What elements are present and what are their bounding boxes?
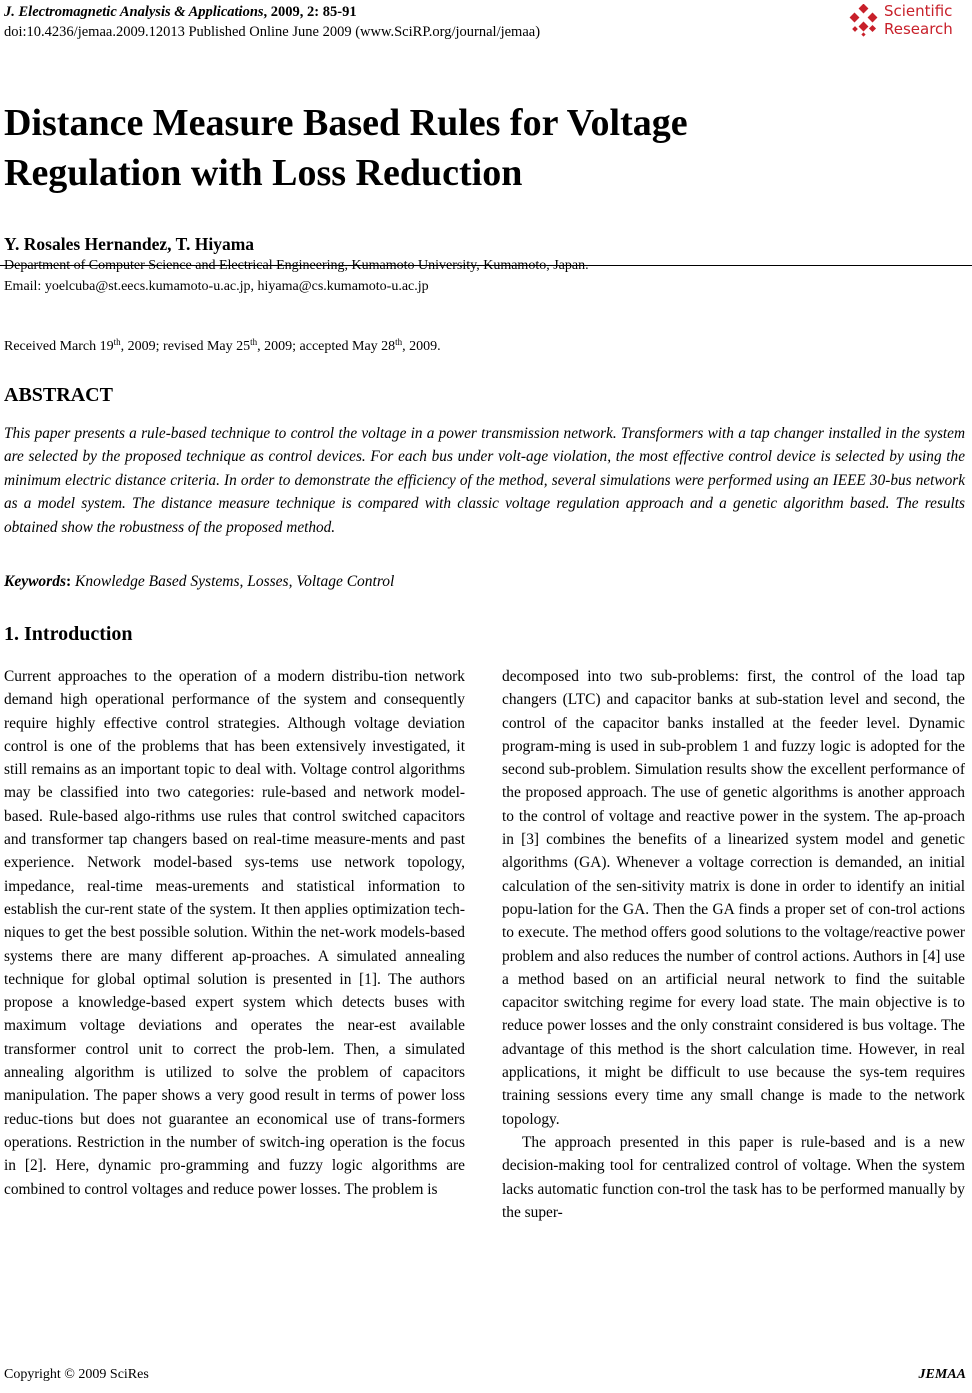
received-text: Received March 19 [4,339,114,354]
received-dates [4,339,441,355]
accepted-sup: th [395,337,403,347]
paragraph: decomposed into two sub-problems: first, the control of the load tap changers (LTC) and capacitor banks at sub-station level and second, the control of the capacitor banks installed at the feeder level. Dynamic program-ming is used in sub-problem 1 and fuzzy logic is adopted for the second sub-problem. Simulation results show the excellent performance of the proposed approach. The use of genetic algorithms is another approach to the control of voltage and reactive power in the system. The ap-proach in [3] combines the benefits of a linearized system model and genetic algorithms (GA). Whenever a voltage correction is demanded, an initial calculation of the sen-sitivity matrix is done in order to identify an initial popu-lation for the GA. Then the GA finds a proper set of con-trol actions to execute. The method offers good solutions to the voltage/reactive power problem and also reduces the number of control actions. Authors in [4] use a method based on an artificial neural network to find the suitable capacitor switching regime for every load state. The main objective is to reduce power losses and the only constraint considered is bus voltage. The advantage of this method is the short calculation time. However, in real applications, it might be difficult to use because the sys-tem requires training sessions every time any small change is made to the network topology. [502,668,965,1128]
year-text: , 2009. [402,339,441,354]
section-heading: 1. Introduction [4,623,133,645]
revised-sup: th [250,337,258,347]
journal-abbrev: JEMAA [918,1367,966,1382]
left-column [4,665,465,1201]
revised-text: , 2009; revised May 25 [120,339,251,354]
publisher-name-line2: Research [884,20,953,38]
affiliation-block [4,255,589,297]
paragraph: The approach presented in this paper is rule-based and is a new decision-making tool for centralized control of voltage. When the system lacks automatic function con-trol the task has to be performed manually by the super- [502,1133,965,1221]
publisher-logo [846,2,966,42]
keywords-label: Keywords [4,573,66,590]
copyright: Copyright © 2009 SciRes [4,1367,149,1382]
doi-line: doi:10.4236/jemaa.2009.12013 Published Online June 2009 (www.SciRP.org/journal/jemaa) [4,24,541,40]
title-line-2: Regulation with Loss Reduction [4,152,523,194]
paragraph: Current approaches to the operation of a modern distribu-tion network demand high operational performance of the system and consequently require highly effective control strategies. Although voltage deviation control is one of the problems that has been extensively investigated, it still remains as an important topic to deal with. Voltage control algorithms may be classified into two categories: rule-based and network model-based. Rule-based algo-rithms use rules that control switched capacitors and transformer tap changers based on real-time measure-ments and past experience. Network model-based sys-tems use network topology, impedance, real-time meas-urements and statistical information to establish the cur-rent state of the system. It then applies optimization tech-niques to get the best possible solution. Within the net-work models-based systems there are many different ap-proaches. A simulated annealing technique for global optimal solution is presented in [1]. The authors propose a knowledge-based expert system which detects buses with maximum voltage deviations and operates the near-est available transformer control unit to correct the prob-lem. Then, a simulated annealing algorithm is utilized to solve the problem of capacitors manipulation. The paper shows a very good result in terms of power loss reduc-tions but does not guarantee an economical use of trans-formers operations. Restriction in the number of switch-ing operation is the focus in [2]. Here, dynamic pro-gramming and fuzzy logic algorithms are combined to control voltages and reduce power losses. The problem is [4,668,465,1198]
affiliation: Department of Computer Science and Electrical Engineering, Kumamoto University, Kumamoto, Japan. [4,258,589,273]
abstract-text: This paper presents a rule-based technique to control the voltage in a power transmission network. Transformers with a tap changer installed in the system are selected by the proposed technique as control devices. For each bus under volt-age violation, the most effective control device is selected by using the minimum electric distance criteria. In order to demonstrate the efficiency of the method, several simulations were performed using an IEEE 30-bus network as a model system. The distance measure technique is compared with classic voltage regulation approach and a genetic algorithm based. The results obtained show the robustness of the proposed method. [4,425,965,536]
right-column [502,665,965,1224]
keywords: Keywords: Knowledge Based Systems, Losses, Voltage Control [4,573,395,590]
accepted-text: , 2009; accepted May 28 [257,339,396,354]
publisher-name-line1: Scientific [884,2,953,20]
paper-title [4,98,964,198]
keywords-list: Knowledge Based Systems, Losses, Voltage Control [75,573,395,590]
author-list: Y. Rosales Hernandez, T. Hiyama [4,234,255,254]
email: Email: yoelcuba@st.eecs.kumamoto-u.ac.jp, hiyama@cs.kumamoto-u.ac.jp [4,279,429,294]
received-sup: th [113,337,121,347]
abstract-heading: ABSTRACT [4,384,113,406]
journal-volume-pages: , 2009, 2: 85-91 [263,4,357,20]
journal-name: J. Electromagnetic Analysis & Applications [4,4,264,20]
diamond-cluster-logo-icon [846,4,882,40]
journal-citation [4,4,357,21]
title-line-1: Distance Measure Based Rules for Voltage [4,102,688,144]
